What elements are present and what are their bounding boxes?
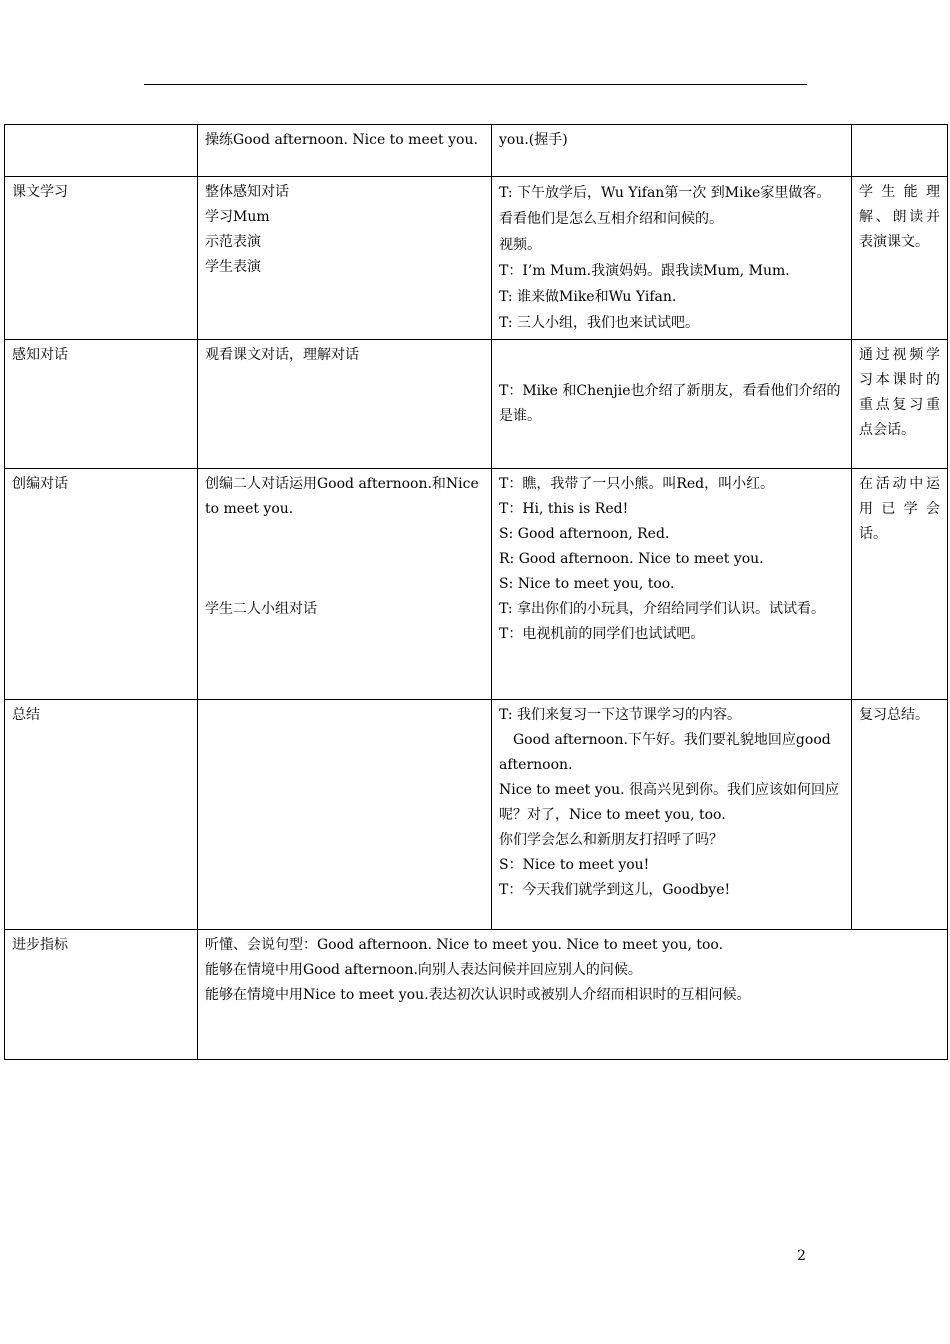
stage-cell: 课文学习 [5, 177, 198, 340]
activity-line: 操练Good afternoon. Nice to meet you. [205, 132, 478, 148]
stage-cell: 进步指标 [5, 930, 198, 1060]
teacher-line: T：今天我们就学到这儿，Goodbye! [499, 882, 731, 898]
teacher-line: T：瞧，我带了一只小熊。叫Red，叫小红。 [499, 476, 775, 492]
teacher-line: T：Hi, this is Red! [499, 501, 629, 517]
activity-line: 示范表演 [205, 234, 261, 250]
activity-line: 学习Mum [205, 209, 270, 225]
table-row [5, 469, 948, 700]
teacher-cell [492, 469, 852, 700]
progress-line: 能够在情境中用Good afternoon.向别人表达问候并回应别人的问候。 [205, 962, 642, 978]
stage-cell [5, 125, 198, 177]
activity-line: 创编二人对话运用Good afternoon.和Nice to meet you. [205, 476, 479, 517]
activity-line: 学生二人小组对话 [205, 601, 317, 617]
table-row [5, 700, 948, 930]
progress-line: 能够在情境中用Nice to meet you.表达初次认识时或被别人介绍而相识时的互相问候。 [205, 987, 751, 1003]
teacher-cell [492, 700, 852, 930]
teacher-line: R: Good afternoon. Nice to meet you. [499, 551, 764, 567]
teacher-line: Nice to meet you. 很高兴见到你。我们应该如何回应呢？对了，Nice to meet you, too. [499, 782, 839, 823]
stage-cell: 感知对话 [5, 340, 198, 469]
purpose-cell [852, 125, 948, 177]
activity-line: 整体感知对话 [205, 184, 289, 200]
stage-cell: 总结 [5, 700, 198, 930]
teacher-line: T: 三人小组，我们也来试试吧。 [499, 315, 700, 331]
teacher-line: S: Good afternoon, Red. [499, 526, 670, 542]
purpose-cell: 在活动中运用已学会话。 [852, 469, 948, 700]
teacher-line: T: 我们来复习一下这节课学习的内容。 [499, 707, 742, 723]
table-row [5, 340, 948, 469]
teacher-cell [492, 177, 852, 340]
teacher-line: 你们学会怎么和新朋友打招呼了吗？ [499, 832, 723, 848]
teacher-line: T: 下午放学后，Wu Yifan第一次 到Mike家里做客。看看他们是怎么互相介绍和问候的。 [499, 185, 831, 227]
activity-cell [198, 469, 492, 700]
teacher-line: S：Nice to meet you! [499, 857, 650, 873]
teacher-line: 视频。 [499, 237, 541, 253]
progress-line: 听懂、会说句型：Good afternoon. Nice to meet you. Nice to meet you, too. [205, 937, 724, 953]
purpose-cell: 学生能理解、朗读并表演课文。 [852, 177, 948, 340]
activity-cell [198, 700, 492, 930]
spacer [205, 522, 484, 597]
teacher-line: T：电视机前的同学们也试试吧。 [499, 626, 705, 642]
stage-cell: 创编对话 [5, 469, 198, 700]
teacher-cell [492, 340, 852, 469]
table-row [5, 930, 948, 1060]
activity-cell [198, 125, 492, 177]
purpose-cell: 复习总结。 [852, 700, 948, 930]
teacher-line: you.(握手) [499, 132, 568, 148]
activity-cell [198, 177, 492, 340]
table-row [5, 125, 948, 177]
header-rule [144, 84, 807, 85]
table-row [5, 177, 948, 340]
purpose-cell: 通过视频学习本课时的重点复习重点会话。 [852, 340, 948, 469]
teacher-cell [492, 125, 852, 177]
teacher-line: T: 谁来做Mike和Wu Yifan. [499, 289, 677, 305]
activity-line: 学生表演 [205, 259, 261, 275]
teacher-line: S: Nice to meet you, too. [499, 576, 675, 592]
progress-cell [198, 930, 948, 1060]
teacher-line: T：Mike 和Chenjie也介绍了新朋友，看看他们介绍的是谁。 [499, 383, 841, 424]
lesson-plan-table [4, 124, 948, 1060]
teacher-line: Good afternoon.下午好。我们要礼貌地回应good afternoon. [499, 732, 831, 773]
teacher-line: T: 拿出你们的小玩具，介绍给同学们认识。试试看。 [499, 601, 826, 617]
page-number: 2 [797, 1248, 806, 1264]
activity-cell [198, 340, 492, 469]
teacher-line: T：I’m Mum.我演妈妈。跟我读Mum, Mum. [499, 263, 790, 279]
activity-line: 观看课文对话，理解对话 [205, 347, 359, 363]
